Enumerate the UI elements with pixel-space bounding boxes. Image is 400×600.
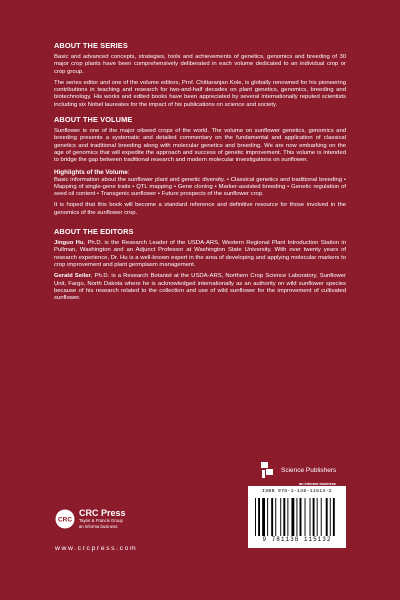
informa-tagline: an informa business [299, 482, 336, 486]
editors-heading: ABOUT THE EDITORS [54, 227, 134, 237]
volume-paragraph-2: It is hoped that this book will become a standard reference and definitive resource for those involved in the genomics of the sunflower crop. [54, 202, 346, 216]
volume-heading: ABOUT THE VOLUME [54, 115, 133, 125]
volume-paragraph-1: Sunflower is one of the major oilseed crops of the world. The volume on sunflower genetics, genomics and breeding presents a systematic and detailed commentary on the fundamental and application of classical genetics and traditional breeding along with molecular genetics and breeding. We are now embarking on the age of genomics that will expedite the approach and success of genetic improvement. This volume is intended to bridge the gap between traditional research and modern molecular investigations on sunflower. [54, 128, 346, 164]
isbn-barcode [248, 486, 346, 548]
series-paragraph-2: The series editor and one of the volume editors, Prof. Chittaranjan Kole, is globally renowned for his pioneering contributions in teaching and research for two-and-half decades on plant genetics, genomics, breeding and biotechnology. His works and edited books have been appreciated by several internationally reputed scientists including six Nobel laureates for the impact of his publications on science and society. [54, 79, 346, 108]
barcode-bars [255, 498, 339, 536]
crc-website: www.crcpress.com [55, 545, 138, 552]
science-publishers-icon [258, 460, 276, 480]
series-paragraph-1: Basic and advanced concepts, strategies, tools and achievements of genetics, genomics and breeding of 30 major crop plants have been comprehensively deliberated in each volume dedicated to an individual crop or crop group. [54, 54, 346, 75]
crc-logo-icon [55, 509, 75, 529]
crc-press-name: CRC Press [79, 508, 126, 518]
science-publishers-logo [258, 460, 336, 480]
series-heading: ABOUT THE SERIES [54, 41, 128, 50]
isbn-text: ISBN 978-1-138-11513-2 [262, 489, 332, 494]
science-publishers-name: Science Publishers [281, 466, 337, 474]
editor-bio-seiler: Gerald Seiler, Ph.D. is a Research Botanist at the USDA-ARS, Northern Crop Science Laboratory, Sunflower Unit, Fargo, North Dakota where he is acknowledged internationally as an authority on wild sunflower species because of his research related to the collection and use of wild sunflower for the improvement of cultivated sunflower. [54, 273, 346, 302]
crc-group-name: Taylor & Francis Group [79, 518, 123, 523]
highlights-title: Highlights of the Volume: [54, 168, 130, 176]
svg-text:CRC: CRC [57, 516, 73, 524]
editor-name-seiler: Gerald Seiler [54, 273, 91, 280]
barcode-digits: 9 781138 115132 [262, 536, 332, 543]
crc-informa-tagline: an informa business [79, 523, 118, 529]
editor-name-hu: Jinguo Hu [54, 240, 84, 247]
editor-bio-hu: Jinguo Hu, Ph.D. is the Research Leader of the USDA-ARS, Western Regional Plant Introduction Station in Pullman, Washington and an Adjunct Professor at Washington State University. With over twenty years of research experience, Dr. Hu is a well-known expert in the area of developing and applying molecular markers to crop improvement and plant germplasm management. [54, 240, 346, 268]
highlights-list: Basic information about the sunflower plant and genetic diversity. • Classical genetics and traditional breeding • Mapping of single-gene traits • QTL mapping • Gene cloning • Marker-assisted breeding • Genetic regulation of seed oil content • Transgenic sunflower • Future prospects of the sunflower crop. [54, 176, 346, 198]
crc-press-logo [55, 508, 126, 529]
back-cover-text [54, 41, 346, 306]
